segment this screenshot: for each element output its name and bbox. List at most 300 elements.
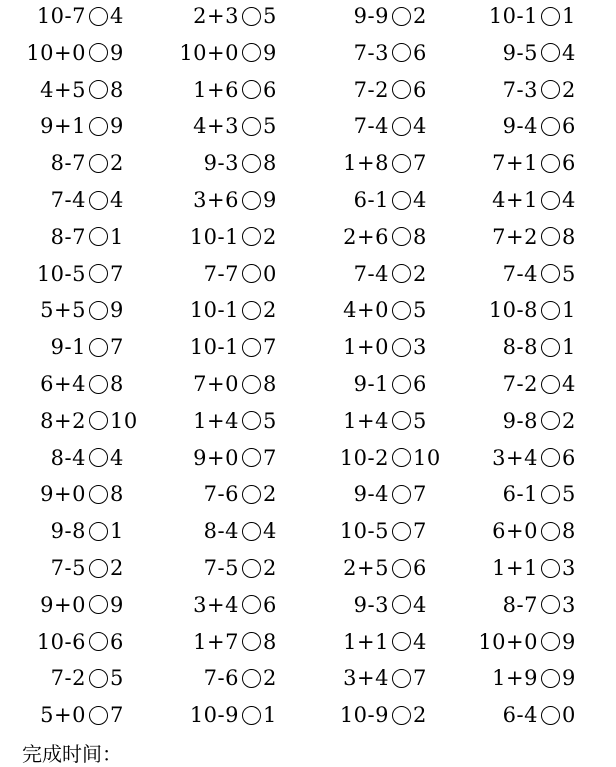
comparison-answer-circle[interactable]	[89, 448, 108, 467]
problem-compare-value: 4	[413, 188, 427, 212]
problem-item	[319, 660, 427, 696]
comparison-answer-circle[interactable]	[89, 632, 108, 651]
comparison-answer-circle[interactable]	[541, 191, 560, 210]
problem-compare-value: 3	[562, 592, 576, 617]
problem-compare-value: 6	[263, 77, 277, 102]
problem-item	[16, 35, 124, 71]
problem-compare-value: 8	[110, 482, 124, 507]
comparison-answer-circle[interactable]	[392, 632, 411, 651]
problem-expression: 10-1	[189, 224, 239, 249]
comparison-answer-circle[interactable]	[541, 522, 560, 541]
problem-expression: 4+1	[492, 188, 538, 212]
problem-item	[16, 0, 124, 34]
comparison-answer-circle[interactable]	[392, 522, 411, 541]
problem-compare-value: 7	[263, 335, 277, 360]
problem-expression: 7-5	[50, 556, 86, 580]
problem-compare-value: 6	[413, 40, 427, 65]
problem-row	[0, 72, 616, 108]
problem-compare-value: 6	[413, 77, 427, 102]
problem-expression: 10+0	[179, 40, 239, 65]
problem-expression: 6-1	[502, 482, 538, 507]
problem-item	[319, 256, 427, 292]
problem-compare-value: 4	[413, 592, 427, 617]
comparison-answer-circle[interactable]	[541, 264, 560, 283]
problem-expression: 7-2	[353, 77, 389, 102]
problem-compare-value: 5	[413, 298, 427, 323]
problem-expression: 10-1	[189, 298, 239, 323]
problem-expression: 7-6	[203, 666, 239, 691]
problem-item	[16, 403, 138, 439]
comparison-answer-circle[interactable]	[242, 43, 261, 62]
problem-item	[468, 660, 576, 696]
problem-row	[0, 108, 616, 144]
problem-expression: 9-8	[50, 519, 86, 544]
problem-expression: 6+4	[40, 372, 86, 396]
problem-item	[319, 403, 427, 439]
problem-compare-value: 1	[263, 703, 277, 728]
comparison-answer-circle[interactable]	[89, 522, 108, 541]
problem-compare-value: 4	[562, 40, 576, 65]
problem-compare-value: 2	[413, 261, 427, 286]
problem-item	[16, 660, 124, 696]
problem-compare-value: 8	[110, 77, 124, 102]
problem-expression: 10-6	[36, 629, 86, 654]
problem-compare-value: 10	[110, 408, 138, 433]
problem-compare-value: 4	[413, 114, 427, 139]
problem-row	[0, 660, 616, 696]
problem-item	[169, 587, 277, 623]
problem-expression: 7-4	[502, 261, 538, 286]
problem-compare-value: 9	[562, 666, 576, 691]
problem-compare-value: 9	[110, 298, 124, 323]
problem-item	[16, 256, 124, 292]
problem-expression: 5+0	[40, 703, 86, 728]
problem-expression: 9+1	[40, 114, 86, 139]
problem-compare-value: 8	[562, 224, 576, 249]
problem-expression: 10+0	[26, 40, 86, 65]
problem-expression: 5+5	[40, 298, 86, 323]
problem-expression: 7-7	[203, 261, 239, 286]
problem-expression: 8-4	[203, 519, 239, 544]
problem-row	[0, 697, 616, 733]
problem-item	[319, 366, 427, 402]
problem-expression: 1+0	[343, 335, 389, 360]
comparison-answer-circle[interactable]	[541, 448, 560, 467]
problem-compare-value: 0	[562, 703, 576, 728]
problem-item	[16, 329, 124, 365]
problem-compare-value: 8	[263, 151, 277, 176]
problem-item	[319, 476, 427, 512]
comparison-answer-circle[interactable]	[541, 338, 560, 357]
problem-expression: 2+6	[343, 224, 389, 249]
problem-expression: 9+0	[40, 482, 86, 507]
problem-expression: 7-2	[502, 372, 538, 396]
problem-item	[169, 329, 277, 365]
problem-compare-value: 1	[562, 298, 576, 323]
problem-expression: 10-1	[488, 4, 538, 28]
comparison-answer-circle[interactable]	[541, 43, 560, 62]
comparison-answer-circle[interactable]	[242, 411, 261, 430]
comparison-answer-circle[interactable]	[242, 191, 261, 210]
problem-expression: 1+9	[492, 666, 538, 691]
problem-compare-value: 2	[263, 666, 277, 691]
problem-row	[0, 550, 616, 586]
problem-expression: 7-6	[203, 482, 239, 507]
problem-expression: 1+8	[343, 151, 389, 176]
problem-expression: 3+4	[343, 666, 389, 691]
problem-expression: 7+1	[492, 151, 538, 176]
comparison-answer-circle[interactable]	[541, 595, 560, 614]
comparison-answer-circle[interactable]	[541, 301, 560, 320]
problem-item	[169, 182, 277, 218]
problem-item	[169, 403, 277, 439]
comparison-answer-circle[interactable]	[541, 411, 560, 430]
comparison-answer-circle[interactable]	[392, 154, 411, 173]
comparison-answer-circle[interactable]	[242, 448, 261, 467]
problem-expression: 1+1	[492, 556, 538, 580]
problem-expression: 9-1	[353, 372, 389, 396]
comparison-answer-circle[interactable]	[89, 375, 108, 394]
problem-expression: 6-1	[353, 188, 389, 212]
problem-compare-value: 7	[413, 519, 427, 544]
problem-compare-value: 2	[562, 408, 576, 433]
problem-item	[468, 145, 576, 181]
problem-compare-value: 9	[110, 114, 124, 139]
problem-expression: 4+0	[343, 298, 389, 323]
problem-item	[468, 366, 576, 402]
comparison-answer-circle[interactable]	[392, 485, 411, 504]
comparison-answer-circle[interactable]	[242, 264, 261, 283]
problem-compare-value: 4	[110, 4, 124, 28]
problem-item	[468, 329, 576, 365]
problem-item	[16, 513, 124, 549]
problem-expression: 7-4	[353, 261, 389, 286]
problem-item	[16, 108, 124, 144]
problem-item	[16, 624, 124, 660]
comparison-answer-circle[interactable]	[89, 669, 108, 688]
problem-expression: 8+2	[40, 408, 86, 433]
problem-item	[16, 697, 124, 733]
problem-compare-value: 7	[110, 261, 124, 286]
problem-compare-value: 5	[263, 4, 277, 28]
comparison-answer-circle[interactable]	[89, 559, 108, 578]
problem-compare-value: 6	[562, 151, 576, 176]
problem-item	[319, 72, 427, 108]
problem-compare-value: 9	[110, 40, 124, 65]
problem-expression: 9-3	[353, 592, 389, 617]
problem-item	[319, 513, 427, 549]
problem-row	[0, 513, 616, 549]
problem-compare-value: 5	[263, 114, 277, 139]
problem-item	[16, 219, 124, 255]
problem-compare-value: 3	[562, 556, 576, 580]
problem-expression: 7-2	[50, 666, 86, 691]
problem-expression: 4+5	[40, 77, 86, 102]
comparison-answer-circle[interactable]	[392, 43, 411, 62]
problem-expression: 10-5	[36, 261, 86, 286]
problem-item	[16, 366, 124, 402]
problem-row	[0, 35, 616, 71]
comparison-answer-circle[interactable]	[392, 80, 411, 99]
comparison-answer-circle[interactable]	[541, 669, 560, 688]
problem-expression: 7+2	[492, 224, 538, 249]
comparison-answer-circle[interactable]	[392, 411, 411, 430]
problem-item	[468, 292, 576, 328]
problem-compare-value: 2	[562, 77, 576, 102]
problem-expression: 9-5	[502, 40, 538, 65]
comparison-answer-circle[interactable]	[392, 264, 411, 283]
problem-expression: 9-1	[50, 335, 86, 360]
problem-item	[468, 587, 576, 623]
comparison-answer-circle[interactable]	[541, 154, 560, 173]
comparison-answer-circle[interactable]	[89, 411, 108, 430]
problem-item	[319, 624, 427, 660]
problem-compare-value: 8	[110, 372, 124, 396]
problem-expression: 10-2	[339, 445, 389, 470]
problem-expression: 9-8	[502, 408, 538, 433]
problem-item	[468, 550, 576, 586]
problem-row	[0, 366, 616, 402]
problem-expression: 10-8	[488, 298, 538, 323]
problem-compare-value: 7	[263, 445, 277, 470]
problem-compare-value: 0	[263, 261, 277, 286]
problem-expression: 8-4	[50, 445, 86, 470]
comparison-answer-circle[interactable]	[242, 485, 261, 504]
comparison-answer-circle[interactable]	[89, 43, 108, 62]
problem-item	[319, 145, 427, 181]
problem-compare-value: 2	[110, 556, 124, 580]
comparison-answer-circle[interactable]	[392, 191, 411, 210]
problem-item	[468, 697, 576, 733]
problem-item	[468, 35, 576, 71]
problem-expression: 9-9	[353, 4, 389, 28]
comparison-answer-circle[interactable]	[89, 485, 108, 504]
problem-item	[169, 550, 277, 586]
problem-row	[0, 219, 616, 255]
comparison-answer-circle[interactable]	[242, 706, 261, 725]
problem-compare-value: 6	[562, 114, 576, 139]
problem-compare-value: 1	[110, 224, 124, 249]
problem-compare-value: 9	[562, 629, 576, 654]
problem-compare-value: 4	[263, 519, 277, 544]
comparison-answer-circle[interactable]	[242, 559, 261, 578]
problem-row	[0, 403, 616, 439]
problem-expression: 9-4	[353, 482, 389, 507]
problem-expression: 7-4	[353, 114, 389, 139]
problem-row	[0, 329, 616, 365]
comparison-answer-circle[interactable]	[89, 227, 108, 246]
problem-compare-value: 1	[562, 4, 576, 28]
problem-compare-value: 6	[413, 372, 427, 396]
problem-item	[468, 0, 576, 34]
problem-item	[169, 513, 277, 549]
problem-expression: 7-3	[353, 40, 389, 65]
problem-item	[169, 366, 277, 402]
comparison-answer-circle[interactable]	[89, 154, 108, 173]
problem-expression: 9-4	[502, 114, 538, 139]
problem-compare-value: 1	[562, 335, 576, 360]
comparison-answer-circle[interactable]	[541, 117, 560, 136]
problem-expression: 9+0	[193, 445, 239, 470]
comparison-answer-circle[interactable]	[541, 227, 560, 246]
problem-item	[319, 329, 427, 365]
problem-item	[169, 256, 277, 292]
problem-expression: 3+4	[193, 592, 239, 617]
problem-compare-value: 5	[413, 408, 427, 433]
problem-item	[468, 403, 576, 439]
comparison-answer-circle[interactable]	[242, 595, 261, 614]
comparison-answer-circle[interactable]	[541, 559, 560, 578]
comparison-answer-circle[interactable]	[89, 264, 108, 283]
problem-compare-value: 3	[413, 335, 427, 360]
comparison-answer-circle[interactable]	[242, 375, 261, 394]
problem-item	[468, 72, 576, 108]
problem-expression: 4+3	[193, 114, 239, 139]
problem-row	[0, 587, 616, 623]
problem-item	[16, 145, 124, 181]
problem-expression: 10-9	[189, 703, 239, 728]
comparison-answer-circle[interactable]	[392, 7, 411, 26]
problem-expression: 10-7	[36, 4, 86, 28]
problem-row	[0, 145, 616, 181]
problem-expression: 8-7	[502, 592, 538, 617]
problem-compare-value: 9	[263, 40, 277, 65]
problem-row	[0, 624, 616, 660]
comparison-answer-circle[interactable]	[541, 485, 560, 504]
comparison-answer-circle[interactable]	[242, 522, 261, 541]
problem-row	[0, 182, 616, 218]
problem-compare-value: 4	[413, 629, 427, 654]
problem-item	[16, 476, 124, 512]
comparison-answer-circle[interactable]	[242, 227, 261, 246]
comparison-answer-circle[interactable]	[541, 706, 560, 725]
problem-compare-value: 5	[110, 666, 124, 691]
problem-expression: 10-5	[339, 519, 389, 544]
problem-item	[319, 108, 427, 144]
comparison-answer-circle[interactable]	[242, 117, 261, 136]
comparison-answer-circle[interactable]	[89, 80, 108, 99]
problem-expression: 1+6	[193, 77, 239, 102]
comparison-answer-circle[interactable]	[392, 375, 411, 394]
problem-item	[319, 440, 441, 476]
problem-compare-value: 6	[110, 629, 124, 654]
problem-row	[0, 0, 616, 34]
problem-compare-value: 8	[562, 519, 576, 544]
problem-item	[468, 182, 576, 218]
comparison-answer-circle[interactable]	[541, 632, 560, 651]
problem-item	[169, 35, 277, 71]
problem-expression: 1+1	[343, 629, 389, 654]
comparison-answer-circle[interactable]	[392, 559, 411, 578]
problem-expression: 3+6	[193, 188, 239, 212]
problem-compare-value: 7	[413, 151, 427, 176]
comparison-answer-circle[interactable]	[242, 338, 261, 357]
problem-item	[468, 513, 576, 549]
problem-compare-value: 1	[110, 519, 124, 544]
problem-item	[169, 145, 277, 181]
problem-item	[169, 0, 277, 34]
problem-item	[468, 476, 576, 512]
comparison-answer-circle[interactable]	[392, 117, 411, 136]
problem-compare-value: 2	[263, 224, 277, 249]
problem-item	[468, 440, 576, 476]
problem-expression: 1+4	[193, 408, 239, 433]
comparison-answer-circle[interactable]	[541, 375, 560, 394]
comparison-answer-circle[interactable]	[89, 7, 108, 26]
problem-item	[468, 108, 576, 144]
problem-item	[169, 624, 277, 660]
problem-expression: 7-5	[203, 556, 239, 580]
problem-expression: 1+4	[343, 408, 389, 433]
problem-row	[0, 256, 616, 292]
comparison-answer-circle[interactable]	[89, 301, 108, 320]
comparison-answer-circle[interactable]	[392, 669, 411, 688]
problem-expression: 8-7	[50, 151, 86, 176]
problem-item	[169, 219, 277, 255]
comparison-answer-circle[interactable]	[242, 7, 261, 26]
comparison-answer-circle[interactable]	[392, 448, 411, 467]
problem-compare-value: 2	[110, 151, 124, 176]
comparison-answer-circle[interactable]	[89, 117, 108, 136]
comparison-answer-circle[interactable]	[392, 706, 411, 725]
problem-item	[319, 697, 427, 733]
problem-compare-value: 4	[110, 445, 124, 470]
problem-item	[169, 697, 277, 733]
problem-item	[468, 256, 576, 292]
problem-expression: 8-7	[50, 224, 86, 249]
comparison-answer-circle[interactable]	[89, 338, 108, 357]
completion-time-label: 完成时间：	[22, 742, 122, 766]
comparison-answer-circle[interactable]	[89, 595, 108, 614]
comparison-answer-circle[interactable]	[392, 227, 411, 246]
comparison-answer-circle[interactable]	[392, 338, 411, 357]
problem-compare-value: 4	[562, 188, 576, 212]
comparison-answer-circle[interactable]	[392, 301, 411, 320]
problem-item	[16, 587, 124, 623]
comparison-answer-circle[interactable]	[242, 669, 261, 688]
problem-item	[169, 108, 277, 144]
problem-expression: 6+0	[492, 519, 538, 544]
problem-compare-value: 8	[413, 224, 427, 249]
problem-expression: 9-3	[203, 151, 239, 176]
problem-item	[169, 440, 277, 476]
comparison-answer-circle[interactable]	[541, 7, 560, 26]
problem-compare-value: 9	[110, 592, 124, 617]
comparison-answer-circle[interactable]	[242, 80, 261, 99]
problem-compare-value: 2	[413, 4, 427, 28]
comparison-answer-circle[interactable]	[541, 80, 560, 99]
problem-expression: 7-4	[50, 188, 86, 212]
comparison-answer-circle[interactable]	[89, 706, 108, 725]
problem-compare-value: 7	[110, 703, 124, 728]
problem-compare-value: 5	[562, 261, 576, 286]
problem-item	[16, 550, 124, 586]
problem-row	[0, 292, 616, 328]
comparison-answer-circle[interactable]	[89, 191, 108, 210]
problem-expression: 6-4	[502, 703, 538, 728]
problem-compare-value: 10	[413, 445, 441, 470]
comparison-answer-circle[interactable]	[242, 632, 261, 651]
problem-compare-value: 6	[562, 445, 576, 470]
problem-expression: 7+0	[193, 372, 239, 396]
problem-item	[169, 72, 277, 108]
problem-compare-value: 6	[413, 556, 427, 580]
comparison-answer-circle[interactable]	[242, 154, 261, 173]
problem-item	[319, 182, 427, 218]
comparison-answer-circle[interactable]	[242, 301, 261, 320]
problem-compare-value: 5	[263, 408, 277, 433]
comparison-answer-circle[interactable]	[392, 595, 411, 614]
